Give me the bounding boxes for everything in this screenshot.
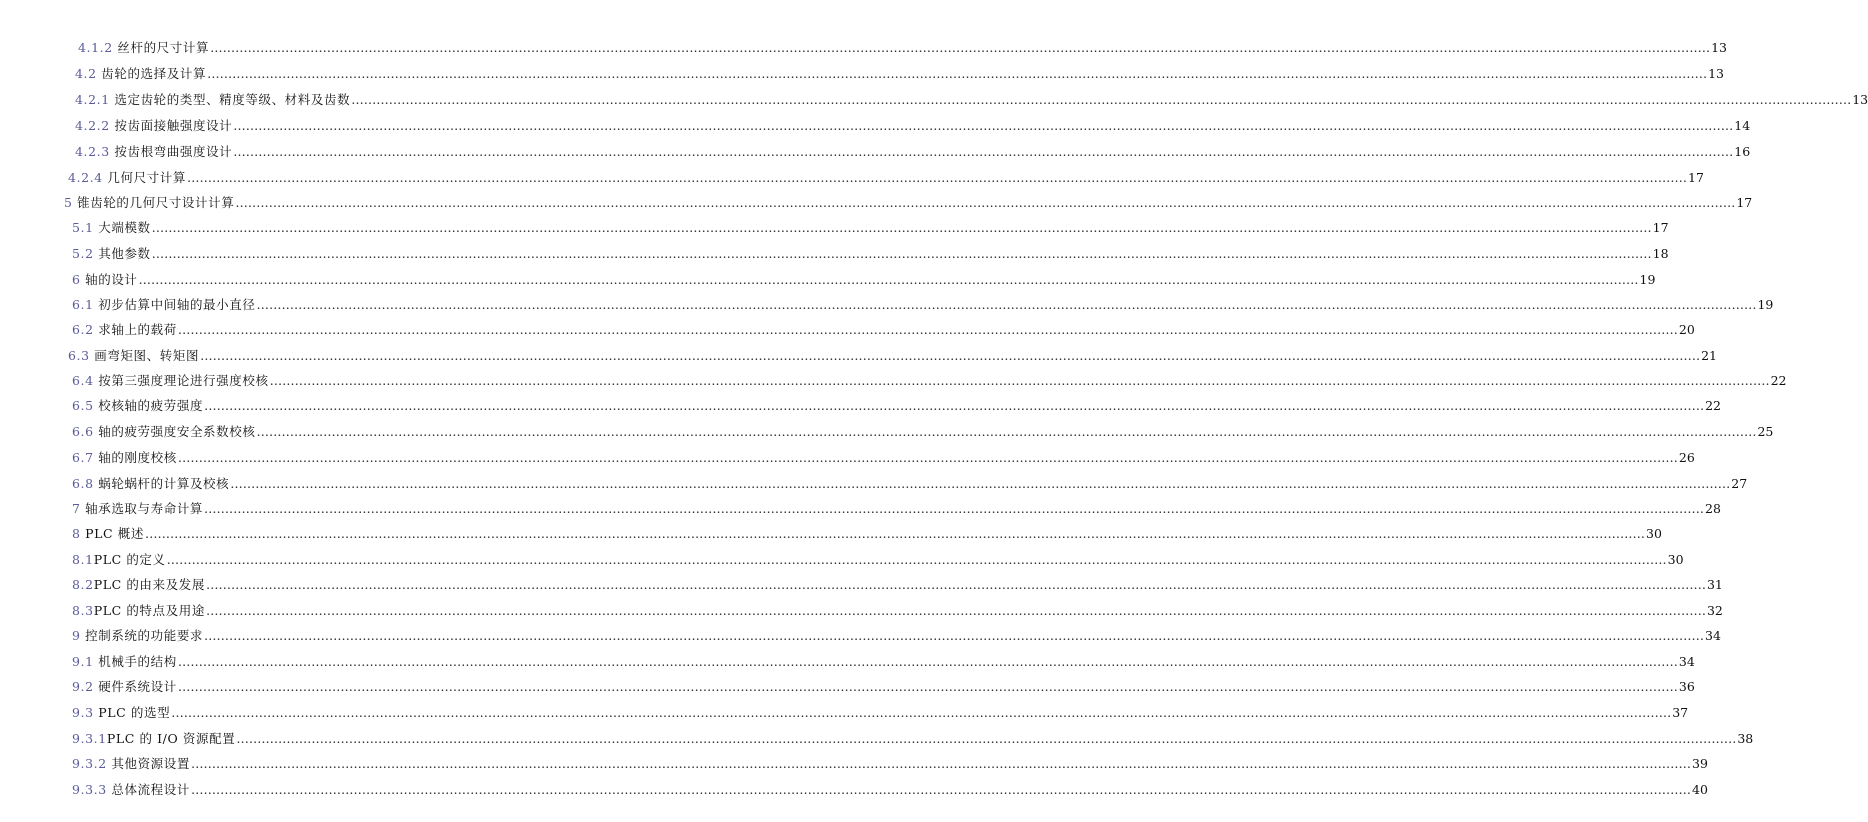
toc-leader-dots: ……………………………………………………………………………………………………………………………………………………………………………………………………………………………………………………………………………………………………………………………… (166, 552, 1667, 567)
toc-entry-label (72, 703, 170, 723)
toc-entry-page-number: 20 (1678, 322, 1695, 337)
toc-entry-title: 画弯矩图、转矩图 (89, 348, 200, 363)
toc-entry[interactable] (72, 677, 1695, 697)
toc-entry-label (72, 295, 255, 315)
toc-entry-page-number: 22 (1770, 373, 1787, 388)
toc-entry-number: 5.2 (72, 246, 94, 261)
toc-entry-label (72, 422, 255, 442)
toc-entry-title: 初步估算中间轴的最小直径 (93, 297, 256, 312)
toc-entry-page-number: 31 (1706, 577, 1723, 592)
toc-entry-title: 其他参数 (93, 246, 151, 261)
toc-entry-page-number: 19 (1639, 272, 1656, 287)
toc-entry-page-number: 26 (1678, 450, 1695, 465)
toc-entry-number: 4.2.1 (75, 92, 110, 107)
toc-entry[interactable] (68, 346, 1717, 366)
toc-leader-dots: ……………………………………………………………………………………………………………………………………………………………………………………………………………………………………………………………………………………………………………………………… (210, 40, 1711, 55)
toc-entry[interactable] (72, 754, 1708, 774)
toc-entry[interactable] (72, 474, 1748, 494)
toc-entry-number: 5 (64, 195, 73, 210)
toc-entry-title: 选定齿轮的类型、精度等级、材料及齿数 (109, 92, 351, 107)
toc-leader-dots: ……………………………………………………………………………………………………………………………………………………………………………………………………………………………………………………………………………………………………………………………… (204, 628, 1705, 643)
toc-entry-page-number: 22 (1705, 398, 1721, 413)
toc-entry-label (72, 474, 229, 494)
toc-entry[interactable] (75, 116, 1751, 136)
toc-entry-label (72, 270, 138, 290)
toc-entry-page-number: 30 (1667, 552, 1684, 567)
toc-entry-title: 按齿面接触强度设计 (109, 118, 233, 133)
toc-leader-dots: ……………………………………………………………………………………………………………………………………………………………………………………………………………………………………………………………………………………………………………………………… (233, 118, 1734, 133)
toc-leader-dots: ……………………………………………………………………………………………………………………………………………………………………………………………………………………………………………………………………………………………………………………………… (171, 705, 1672, 720)
toc-entry-label (72, 499, 203, 519)
toc-entry-number: 6.1 (72, 297, 94, 312)
toc-entry-label (72, 626, 203, 646)
toc-entry-number: 6 (72, 272, 81, 287)
toc-entry-label (72, 677, 177, 697)
toc-entry-number: 9.1 (72, 654, 94, 669)
toc-entry-page-number: 37 (1672, 705, 1689, 720)
toc-entry-label (68, 168, 186, 188)
toc-entry-label (72, 244, 151, 264)
toc-entry-number: 6.8 (72, 476, 94, 491)
toc-entry-label (72, 601, 205, 621)
toc-entry-label (75, 116, 232, 136)
toc-entry-number: 4.2 (75, 66, 97, 81)
toc-entry-title: PLC 的特点及用途 (93, 603, 205, 618)
toc-entry[interactable] (72, 295, 1774, 315)
toc-leader-dots: ……………………………………………………………………………………………………………………………………………………………………………………………………………………………………………………………………………………………………………………………… (204, 501, 1705, 516)
toc-entry-title: 轴的疲劳强度安全系数校核 (93, 424, 256, 439)
toc-entry[interactable] (75, 90, 1868, 110)
toc-leader-dots: ……………………………………………………………………………………………………………………………………………………………………………………………………………………………………………………………………………………………………………………………… (145, 526, 1645, 541)
toc-entry[interactable] (72, 218, 1669, 238)
toc-leader-dots: ……………………………………………………………………………………………………………………………………………………………………………………………………………………………………………………………………………………………………………………………… (205, 603, 1706, 618)
toc-entry-number: 8 (72, 526, 81, 541)
toc-entry[interactable] (72, 729, 1754, 749)
toc-entry-label (72, 729, 235, 749)
toc-entry-number: 9.2 (72, 679, 94, 694)
toc-entry-page-number: 17 (1736, 195, 1753, 210)
toc-entry-label (72, 448, 177, 468)
toc-entry-label (72, 371, 269, 391)
toc-entry[interactable] (72, 499, 1721, 519)
toc-entry-number: 9.3.3 (72, 782, 107, 797)
toc-entry-number: 6.2 (72, 322, 94, 337)
toc-entry-page-number: 25 (1757, 424, 1774, 439)
toc-leader-dots: ……………………………………………………………………………………………………………………………………………………………………………………………………………………………………………………………………………………………………………………………… (187, 170, 1687, 185)
toc-entry-number: 9.3 (72, 705, 94, 720)
toc-entry-title: 锥齿轮的几何尺寸设计计算 (72, 195, 235, 210)
toc-entry[interactable] (72, 371, 1787, 391)
toc-leader-dots: ……………………………………………………………………………………………………………………………………………………………………………………………………………………………………………………………………………………………………………………………… (269, 373, 1770, 388)
toc-entry-number: 6.7 (72, 450, 94, 465)
toc-entry-page-number: 40 (1692, 782, 1708, 797)
toc-entry-label (72, 320, 177, 340)
toc-leader-dots: ……………………………………………………………………………………………………………………………………………………………………………………………………………………………………………………………………………………………………………………………… (207, 66, 1708, 81)
toc-entry-number: 6.4 (72, 373, 94, 388)
toc-entry-label (64, 193, 234, 213)
toc-entry-number: 4.2.4 (68, 170, 103, 185)
toc-entry-page-number: 39 (1692, 756, 1708, 771)
toc-leader-dots: ……………………………………………………………………………………………………………………………………………………………………………………………………………………………………………………………………………………………………………………………… (138, 272, 1639, 287)
toc-entry-page-number: 30 (1646, 526, 1662, 541)
toc-entry[interactable] (72, 780, 1708, 800)
toc-entry[interactable] (75, 64, 1724, 84)
toc-entry-number: 8.1 (72, 552, 94, 567)
toc-entry[interactable] (72, 601, 1723, 621)
toc-leader-dots: ……………………………………………………………………………………………………………………………………………………………………………………………………………………………………………………………………………………………………………………………… (151, 246, 1652, 261)
toc-leader-dots: ……………………………………………………………………………………………………………………………………………………………………………………………………………………………………………………………………………………………………………………………… (177, 679, 1678, 694)
toc-entry-title: 总体流程设计 (106, 782, 190, 797)
toc-entry-title: PLC 的定义 (93, 552, 166, 567)
toc-leader-dots: ……………………………………………………………………………………………………………………………………………………………………………………………………………………………………………………………………………………………………………………………… (235, 195, 1736, 210)
toc-entry[interactable] (72, 626, 1721, 646)
toc-entry[interactable] (72, 422, 1774, 442)
toc-entry-number: 9 (72, 628, 81, 643)
toc-entry-page-number: 34 (1705, 628, 1721, 643)
toc-entry-page-number: 17 (1652, 220, 1669, 235)
toc-entry[interactable] (78, 38, 1727, 58)
toc-entry-title: PLC 概述 (80, 526, 144, 541)
toc-leader-dots: ……………………………………………………………………………………………………………………………………………………………………………………………………………………………………………………………………………………………………………………………… (351, 92, 1852, 107)
toc-entry-number: 6.5 (72, 398, 94, 413)
toc-entry-label (72, 780, 190, 800)
toc-entry-title: 几何尺寸计算 (102, 170, 186, 185)
toc-entry-title: 齿轮的选择及计算 (96, 66, 207, 81)
toc-entry-title: 蜗轮蜗杆的计算及校核 (93, 476, 230, 491)
toc-entry-number: 4.1.2 (78, 40, 113, 55)
toc-entry-page-number: 13 (1708, 66, 1724, 81)
toc-entry[interactable] (72, 396, 1721, 416)
toc-entry-number: 9.3.2 (72, 756, 107, 771)
toc-leader-dots: ……………………………………………………………………………………………………………………………………………………………………………………………………………………………………………………………………………………………………………………………… (236, 731, 1737, 746)
toc-entry-label (72, 754, 190, 774)
toc-entry-label (72, 396, 203, 416)
toc-entry[interactable] (72, 550, 1684, 570)
toc-leader-dots: ……………………………………………………………………………………………………………………………………………………………………………………………………………………………………………………………………………………………………………………………… (256, 424, 1757, 439)
toc-entry-page-number: 18 (1652, 246, 1669, 261)
toc-entry-title: 校核轴的疲劳强度 (93, 398, 204, 413)
toc-entry-title: PLC 的选型 (93, 705, 171, 720)
toc-entry-title: 轴的刚度校核 (93, 450, 177, 465)
toc-entry-label (72, 524, 144, 544)
toc-entry-page-number: 32 (1706, 603, 1723, 618)
toc-entry-page-number: 17 (1688, 170, 1704, 185)
toc-entry-page-number: 16 (1734, 144, 1751, 159)
toc-leader-dots: ……………………………………………………………………………………………………………………………………………………………………………………………………………………………………………………………………………………………………………………………… (191, 756, 1691, 771)
toc-leader-dots: ……………………………………………………………………………………………………………………………………………………………………………………………………………………………………………………………………………………………………………………………… (191, 782, 1691, 797)
toc-entry-page-number: 34 (1678, 654, 1695, 669)
toc-entry[interactable] (72, 320, 1695, 340)
toc-entry-title: 轴承选取与寿命计算 (80, 501, 204, 516)
toc-entry-number: 8.2 (72, 577, 94, 592)
toc-entry-label (75, 64, 206, 84)
toc-entry[interactable] (72, 448, 1695, 468)
toc-entry-title: PLC 的由来及发展 (93, 577, 205, 592)
toc-entry-page-number: 27 (1731, 476, 1748, 491)
toc-entry-label (72, 550, 166, 570)
toc-entry-title: 按第三强度理论进行强度校核 (93, 373, 269, 388)
toc-leader-dots: ……………………………………………………………………………………………………………………………………………………………………………………………………………………………………………………………………………………………………………………………… (151, 220, 1652, 235)
toc-entry-page-number: 13 (1711, 40, 1727, 55)
toc-entry-page-number: 19 (1757, 297, 1774, 312)
toc-entry-title: 大端模数 (93, 220, 151, 235)
toc-entry-number: 4.2.2 (75, 118, 110, 133)
toc-entry-title: 其他资源设置 (106, 756, 190, 771)
toc-entry-title: PLC 的 I/O 资源配置 (106, 731, 236, 746)
toc-entry-number: 6.6 (72, 424, 94, 439)
toc-entry-label (72, 652, 177, 672)
toc-leader-dots: ……………………………………………………………………………………………………………………………………………………………………………………………………………………………………………………………………………………………………………………………… (256, 297, 1757, 312)
toc-entry-page-number: 14 (1734, 118, 1751, 133)
toc-entry[interactable] (75, 142, 1751, 162)
toc-entry-title: 轴的设计 (80, 272, 138, 287)
toc-leader-dots: ……………………………………………………………………………………………………………………………………………………………………………………………………………………………………………………………………………………………………………………………… (205, 577, 1706, 592)
toc-entry[interactable] (72, 652, 1695, 672)
toc-entry-number: 9.3.1 (72, 731, 107, 746)
toc-entry-number: 5.1 (72, 220, 94, 235)
toc-entry-page-number: 21 (1701, 348, 1717, 363)
toc-entry-title: 按齿根弯曲强度设计 (109, 144, 233, 159)
toc-entry-number: 6.3 (68, 348, 90, 363)
toc-entry-title: 控制系统的功能要求 (80, 628, 204, 643)
toc-entry[interactable] (64, 193, 1753, 213)
toc-entry-number: 8.3 (72, 603, 94, 618)
toc-entry-title: 丝杆的尺寸计算 (112, 40, 210, 55)
toc-leader-dots: ……………………………………………………………………………………………………………………………………………………………………………………………………………………………………………………………………………………………………………………………… (230, 476, 1731, 491)
toc-entry[interactable] (72, 524, 1662, 544)
toc-entry-label (75, 142, 232, 162)
toc-entry-title: 求轴上的载荷 (93, 322, 177, 337)
toc-entry-page-number: 28 (1705, 501, 1721, 516)
toc-entry-label (78, 38, 209, 58)
toc-leader-dots: ……………………………………………………………………………………………………………………………………………………………………………………………………………………………………………………………………………………………………………………………… (177, 450, 1678, 465)
toc-entry-label (68, 346, 199, 366)
toc-entry[interactable] (72, 575, 1723, 595)
toc-entry[interactable] (72, 270, 1656, 290)
toc-leader-dots: ……………………………………………………………………………………………………………………………………………………………………………………………………………………………………………………………………………………………………………………………… (177, 322, 1678, 337)
toc-entry-number: 7 (72, 501, 81, 516)
toc-entry-number: 4.2.3 (75, 144, 110, 159)
toc-entry-title: 机械手的结构 (93, 654, 177, 669)
toc-leader-dots: ……………………………………………………………………………………………………………………………………………………………………………………………………………………………………………………………………………………………………………………………… (233, 144, 1734, 159)
toc-entry-page-number: 13 (1852, 92, 1868, 107)
toc-entry-title: 硬件系统设计 (93, 679, 177, 694)
toc-leader-dots: ……………………………………………………………………………………………………………………………………………………………………………………………………………………………………………………………………………………………………………………………… (177, 654, 1678, 669)
toc-leader-dots: ……………………………………………………………………………………………………………………………………………………………………………………………………………………………………………………………………………………………………………………………… (204, 398, 1705, 413)
toc-entry[interactable] (72, 703, 1689, 723)
toc-entry[interactable] (68, 168, 1704, 188)
toc-entry-label (75, 90, 350, 110)
toc-entry-label (72, 218, 151, 238)
toc-leader-dots: ……………………………………………………………………………………………………………………………………………………………………………………………………………………………………………………………………………………………………………………………… (200, 348, 1701, 363)
toc-entry-page-number: 38 (1737, 731, 1754, 746)
toc-entry-page-number: 36 (1678, 679, 1695, 694)
toc-entry-label (72, 575, 205, 595)
toc-entry[interactable] (72, 244, 1669, 264)
